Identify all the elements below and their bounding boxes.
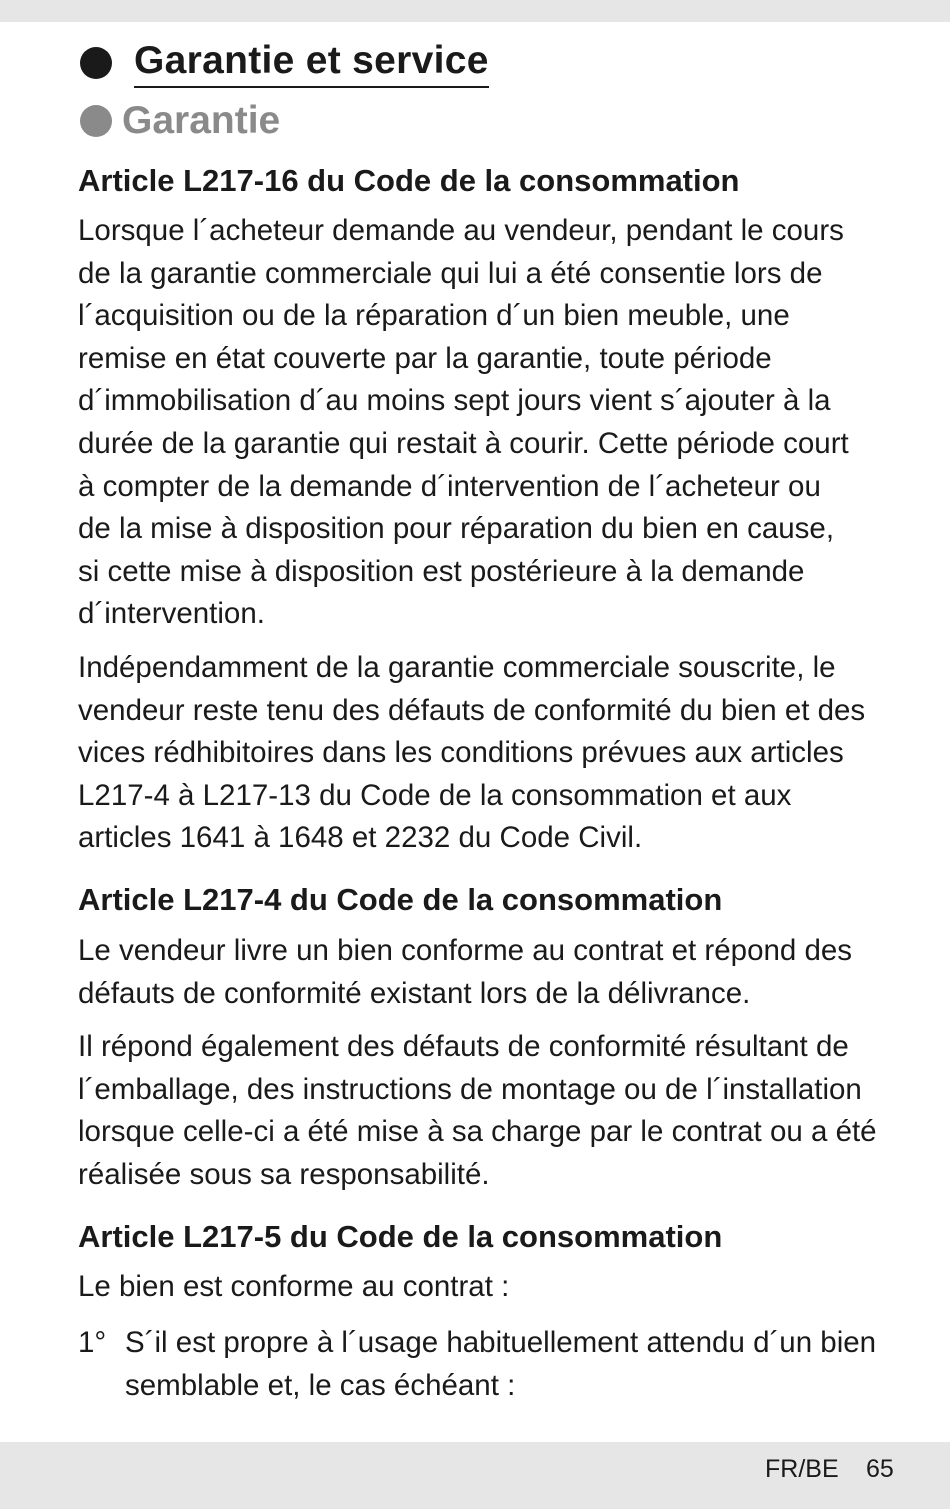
text-line: vices rédhibitoires dans les conditions prévues aux articles [78, 736, 844, 770]
text-line: l´acquisition ou de la réparation d´un bien meuble, une [78, 299, 790, 333]
text-line: défauts de conformité existant lors de la délivrance. [78, 976, 751, 1010]
bullet-dot-icon [80, 47, 112, 79]
text-line: remise en état couverte par la garantie, toute période [78, 341, 772, 375]
text-line: Indépendamment de la garantie commerciale souscrite, le [78, 651, 836, 684]
text-line: lorsque celle-ci a été mise à sa charge par le contrat ou a été [78, 1115, 877, 1149]
page-subtitle: Garantie [122, 99, 281, 142]
paragraph [78, 1026, 877, 1196]
text-line: à compter de la demande d´intervention de l´acheteur ou [78, 469, 821, 503]
section-heading: Article L217-5 du Code de la consommation [78, 1219, 723, 1254]
top-band [0, 0, 950, 22]
text-line: de la garantie commerciale qui lui a été consentie lors de [78, 256, 823, 290]
list-item-number: 1° [78, 1326, 107, 1359]
text-line: de la mise à disposition pour réparation du bien en cause, [78, 512, 835, 546]
text-line: Lorsque l´acheteur demande au vendeur, pendant le cours [78, 214, 844, 247]
list-item [125, 1322, 876, 1407]
page-title: Garantie et service [134, 38, 489, 88]
page-number: 65 [866, 1455, 894, 1483]
paragraph [78, 647, 865, 860]
text-line: Il répond également des défauts de conformité résultant de [78, 1030, 849, 1063]
text-line: d´immobilisation d´au moins sept jours vient s´ajouter à la [78, 384, 831, 418]
text-line: d´intervention. [78, 597, 265, 631]
text-line: semblable et, le cas échéant : [125, 1368, 516, 1402]
text-line: articles 1641 à 1648 et 2232 du Code Civil. [78, 821, 643, 855]
main-heading-row [80, 38, 489, 88]
footer-language: FR/BE [765, 1455, 839, 1483]
text-line: Le bien est conforme au contrat : [78, 1270, 510, 1303]
text-line: L217-4 à L217-13 du Code de la consommation et aux [78, 778, 792, 812]
sub-heading-row [80, 98, 280, 144]
paragraph [78, 1266, 509, 1309]
section-heading: Article L217-16 du Code de la consommation [78, 163, 740, 198]
text-line: vendeur reste tenu des défauts de conformité du bien et des [78, 693, 866, 727]
text-line: réalisée sous sa responsabilité. [78, 1157, 490, 1191]
section-heading: Article L217-4 du Code de la consommation [78, 882, 723, 917]
text-line: durée de la garantie qui restait à courir. Cette période court [78, 426, 849, 460]
paragraph [78, 210, 849, 636]
bullet-dot-grey-icon [80, 105, 112, 137]
text-line: S´il est propre à l´usage habituellement attendu d´un bien [125, 1326, 877, 1359]
text-line: Le vendeur livre un bien conforme au contrat et répond des [78, 934, 853, 967]
text-line: si cette mise à disposition est postérieure à la demande [78, 554, 805, 588]
paragraph [78, 930, 852, 1015]
text-line: l´emballage, des instructions de montage ou de l´installation [78, 1072, 862, 1106]
